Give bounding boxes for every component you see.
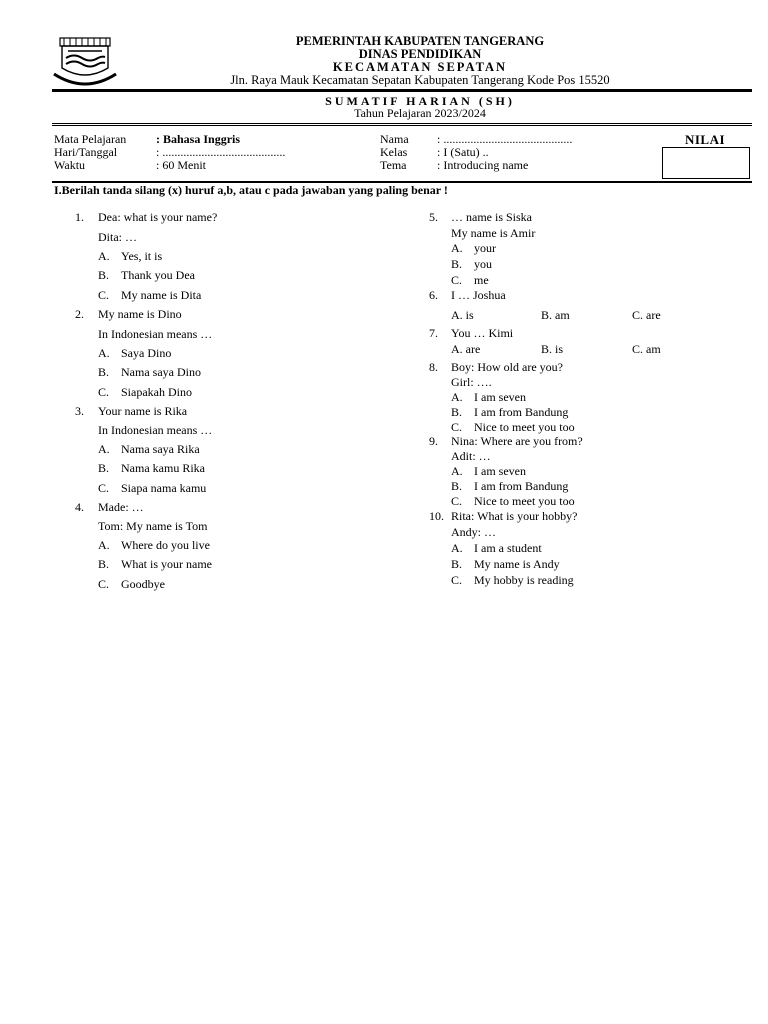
question-stem: In Indonesian means … [98,327,213,341]
answer-option-key[interactable]: A. [451,541,463,555]
answer-option[interactable]: What is your name [121,557,212,571]
question-number: 3. [75,404,84,418]
government-name: PEMERINTAH KABUPATEN TANGERANG [295,34,545,48]
question-stem: Girl: …. [451,375,492,389]
question-stem: Nina: Where are you from? [451,434,583,448]
question-stem: Adit: … [451,449,491,463]
question-number: 6. [429,288,438,302]
class-value: : I (Satu) .. [437,145,489,159]
district-name: KECAMATAN SEPATAN [332,60,508,74]
answer-option-key[interactable]: C. [451,494,463,508]
answer-option[interactable]: Nice to meet you too [474,420,575,434]
answer-option[interactable]: Nama saya Dino [121,365,201,379]
date-field[interactable]: : ......................................... [156,145,286,159]
header-rule [52,89,752,92]
question-stem: Boy: How old are you? [451,360,563,374]
answer-option-key[interactable]: B. [98,268,110,282]
answer-option-key[interactable]: A. [451,464,463,478]
question-number: 7. [429,326,438,340]
question-stem: Rita: What is your hobby? [451,509,578,523]
answer-option[interactable]: your [474,241,496,255]
answer-option[interactable]: B. am [541,308,570,322]
address-line: Jln. Raya Mauk Kecamatan Sepatan Kabupaten Tangerang Kode Pos 15520 [230,73,610,87]
theme-value: : Introducing name [437,158,529,172]
academic-year: Tahun Pelajaran 2023/2024 [354,106,486,120]
score-box[interactable] [662,147,750,179]
answer-option[interactable]: me [474,273,489,287]
answer-option-key[interactable]: B. [451,257,463,271]
subject-label: Mata Pelajaran [54,132,127,146]
answer-option-key[interactable]: C. [98,385,110,399]
question-stem: You … Kimi [451,326,514,340]
question-stem: Made: … [98,500,144,514]
answer-option[interactable]: Saya Dino [121,346,172,360]
answer-option[interactable]: Siapa nama kamu [121,481,207,495]
answer-option[interactable]: My name is Andy [474,557,560,571]
question-stem: My name is Dino [98,307,182,321]
instruction-text: I.Berilah tanda silang (x) huruf a,b, atau c pada jawaban yang paling benar ! [54,183,448,197]
answer-option[interactable]: C. are [632,308,661,322]
date-label: Hari/Tanggal [54,145,118,159]
time-label: Waktu [54,158,86,172]
answer-option-key[interactable]: B. [98,557,110,571]
answer-option-key[interactable]: C. [98,288,110,302]
question-number: 2. [75,307,84,321]
answer-option[interactable]: Thank you Dea [121,268,195,282]
title-rule-bottom [52,125,752,126]
question-number: 10. [429,509,444,523]
question-stem: In Indonesian means … [98,423,213,437]
answer-option[interactable]: Goodbye [121,577,165,591]
answer-option-key[interactable]: B. [451,557,463,571]
answer-option[interactable]: C. am [632,342,661,356]
answer-option[interactable]: I am seven [474,464,526,478]
question-number: 9. [429,434,438,448]
name-field[interactable]: : ........................................... [437,132,573,146]
answer-option-key[interactable]: A. [98,442,110,456]
question-stem: Dita: … [98,230,137,244]
department-name: DINAS PENDIDIKAN [358,47,482,61]
answer-option-key[interactable]: C. [98,577,110,591]
answer-option[interactable]: I am from Bandung [474,479,569,493]
answer-option[interactable]: I am a student [474,541,542,555]
answer-option-key[interactable]: B. [451,479,463,493]
answer-option-key[interactable]: A. [98,538,110,552]
answer-option-key[interactable]: B. [451,405,463,419]
title-rule-top [52,123,752,124]
question-stem: I … Joshua [451,288,506,302]
question-stem: Dea: what is your name? [98,210,218,224]
answer-option[interactable]: Nice to meet you too [474,494,575,508]
answer-option[interactable]: A. is [451,308,474,322]
answer-option[interactable]: I am from Bandung [474,405,569,419]
answer-option[interactable]: Nama kamu Rika [121,461,205,475]
answer-option[interactable]: Nama saya Rika [121,442,200,456]
question-stem: Your name is Rika [98,404,188,418]
question-stem: Tom: My name is Tom [98,519,208,533]
answer-option-key[interactable]: A. [98,346,110,360]
subject-value: : Bahasa Inggris [156,132,241,146]
answer-option[interactable]: I am seven [474,390,526,404]
answer-option-key[interactable]: C. [451,573,463,587]
name-label: Nama [380,132,409,146]
question-number: 1. [75,210,84,224]
answer-option-key[interactable]: A. [451,241,463,255]
answer-option-key[interactable]: C. [451,420,463,434]
theme-label: Tema [380,158,407,172]
regency-emblem-icon [52,36,118,88]
question-number: 4. [75,500,84,514]
answer-option-key[interactable]: B. [98,365,110,379]
time-value: : 60 Menit [156,158,206,172]
answer-option[interactable]: A. are [451,342,481,356]
score-label: NILAI [684,132,726,147]
answer-option[interactable]: Siapakah Dino [121,385,192,399]
answer-option-key[interactable]: A. [451,390,463,404]
question-number: 5. [429,210,438,224]
answer-option-key[interactable]: C. [451,273,463,287]
class-label: Kelas [380,145,408,159]
question-stem: Andy: … [451,525,496,539]
question-number: 8. [429,360,438,374]
answer-option[interactable]: B. is [541,342,564,356]
question-stem: … name is Siska [451,210,532,224]
answer-option[interactable]: My hobby is reading [474,573,574,587]
question-stem: My name is Amir [451,226,536,240]
answer-option-key[interactable]: B. [98,461,110,475]
answer-option-key[interactable]: C. [98,481,110,495]
answer-option[interactable]: Yes, it is [121,249,163,263]
answer-option-key[interactable]: A. [98,249,110,263]
answer-option[interactable]: you [474,257,492,271]
answer-option[interactable]: Where do you live [121,538,210,552]
answer-option[interactable]: My name is Dita [121,288,202,302]
exam-title: SUMATIF HARIAN (SH) [325,94,515,108]
